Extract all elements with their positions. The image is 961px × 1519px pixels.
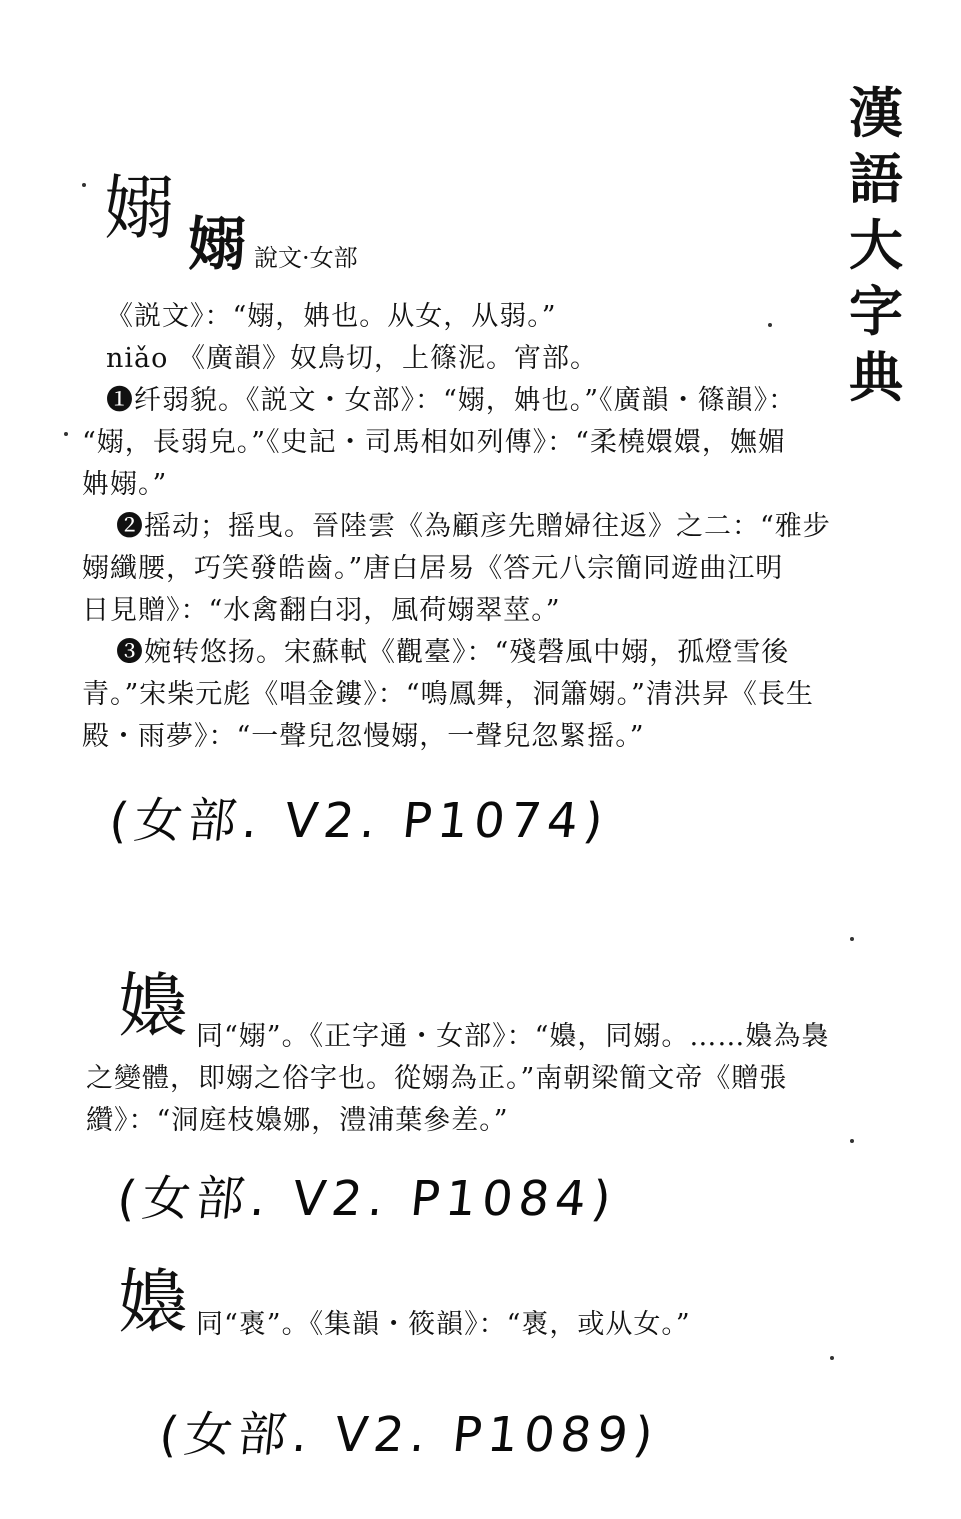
book-title-char: 典 <box>849 345 903 409</box>
scan-speck <box>64 432 68 436</box>
entry1-headword: 嫋 <box>104 167 174 249</box>
scan-speck <box>830 1356 834 1360</box>
scan-speck <box>850 1139 854 1143</box>
entry-line: 同“嫋”。《正字通・女部》：“嬝，同嫋。……嬝為裊 <box>196 1021 830 1052</box>
entry3-headword: 嬝 <box>118 1261 188 1343</box>
seal-source: 說文·女部 <box>254 244 358 272</box>
entry-line: 《説文》：“嫋，姌也。从女，从弱。” <box>106 301 557 332</box>
entry-line: ❷摇动；摇曳。晉陸雲《為顧彦先贈婦往返》之二：“雅步 <box>116 511 831 542</box>
entry-line: 同“褭”。《集韻・筱韻》：“褭，或从女。” <box>196 1309 691 1340</box>
handwritten-note: (女部. V2. P1089) <box>156 1407 662 1463</box>
entry-line: 之變體，即嫋之俗字也。從嫋為正。”南朝梁簡文帝《贈張 <box>86 1063 788 1094</box>
entry-line: 殿・雨夢》：“一聲兒忽慢嫋，一聲兒忽緊摇。” <box>82 721 645 752</box>
book-title-char: 漢 <box>849 81 903 145</box>
book-title-char: 字 <box>849 279 903 343</box>
entry-line: 青。”宋柴元彪《唱金鏤》：“鳴鳳舞，洞簫嫋。”清洪昇《長生 <box>82 679 814 710</box>
entry-line: 纘》：“洞庭枝嬝娜，澧浦葉參差。” <box>86 1105 509 1136</box>
handwritten-note: (女部. V2. P1074) <box>106 793 612 849</box>
handwritten-note: (女部. V2. P1084) <box>114 1171 620 1227</box>
book-title-char: 大 <box>849 213 903 277</box>
entry-line: niǎo 《廣韻》奴鳥切，上篠泥。宵部。 <box>106 343 598 374</box>
entry1-body <box>82 296 831 758</box>
book-title <box>836 80 916 410</box>
entry-line: ❶纤弱貌。《説文・女部》：“嫋，姌也。”《廣韻・篠韻》： <box>106 385 797 416</box>
scan-speck <box>82 183 86 187</box>
entry3-body <box>196 1304 691 1346</box>
entry-line: “嫋，長弱皃。”《史記・司馬相如列傳》：“柔橈嬛嬛，嫵媚 <box>82 427 786 458</box>
scan-speck <box>850 937 854 941</box>
seal-script-glyph: 嫋 <box>188 210 241 278</box>
entry2-body <box>86 1016 829 1142</box>
entry-line: 日見贈》：“水禽翻白羽，風荷嫋翠莖。” <box>82 595 561 626</box>
entry2-headword: 嬝 <box>118 965 188 1047</box>
entry-line: 嫋纖腰，巧笑發皓齒。”唐白居易《答元八宗簡同遊曲江明 <box>82 553 784 584</box>
entry-line: ❸婉转悠扬。宋蘇軾《觀臺》：“殘磬風中嫋，孤燈雪後 <box>116 637 790 668</box>
entry-line: 姌嫋。” <box>82 469 168 500</box>
book-title-char: 語 <box>849 147 903 211</box>
scan-speck <box>768 323 772 327</box>
